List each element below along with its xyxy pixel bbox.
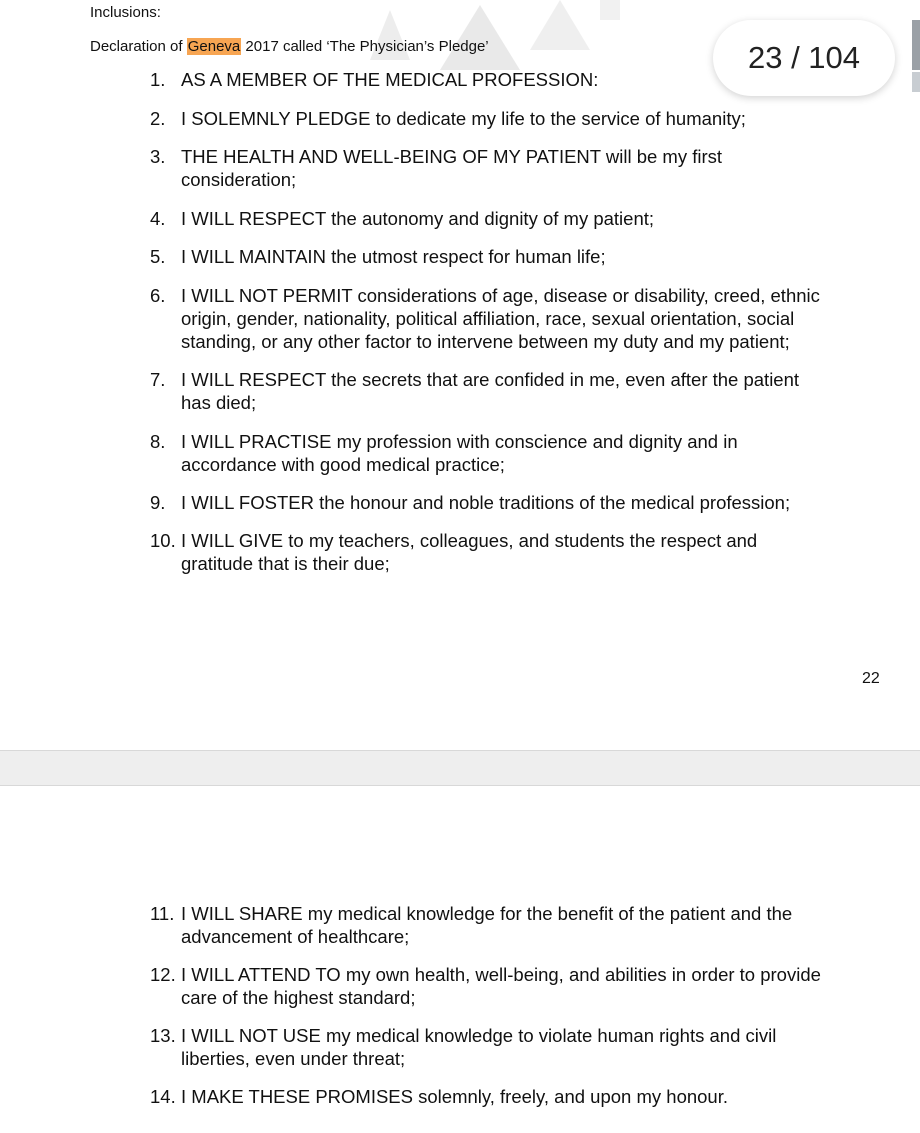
pledge-item-line: I MAKE THESE PROMISES solemnly, freely, and upon my honour.	[181, 1086, 729, 1107]
pledge-item-number: 9.	[150, 492, 166, 513]
pledge-item-line: liberties, even under threat;	[181, 1048, 406, 1069]
pledge-item-line: I WILL SHARE my medical knowledge for the benefit of the patient and the	[181, 903, 793, 924]
pledge-item-text	[181, 245, 881, 268]
pledge-item-line: care of the highest standard;	[181, 987, 416, 1008]
inclusions-heading: Inclusions:	[90, 4, 161, 21]
page-indicator[interactable]: 23 / 104	[713, 20, 895, 96]
pledge-item-text	[181, 107, 881, 130]
pledge-item-number: 14.	[150, 1086, 176, 1107]
pledge-item-line: has died;	[181, 392, 257, 413]
search-highlight: Geneva	[187, 38, 241, 55]
pledge-item-line: I WILL NOT PERMIT considerations of age, disease or disability, creed, ethnic	[181, 285, 820, 306]
pledge-item-number: 12.	[150, 964, 176, 985]
declaration-prefix: Declaration of	[90, 38, 187, 55]
pledge-item-text	[181, 368, 881, 414]
pledge-item-number: 1.	[150, 69, 166, 90]
pledge-item-line: I WILL RESPECT the secrets that are confided in me, even after the patient	[181, 369, 800, 390]
pledge-item-number: 10.	[150, 530, 176, 551]
page-separator	[0, 750, 920, 786]
scroll-indicator-secondary	[912, 72, 920, 92]
declaration-suffix: 2017 called ‘The Physician’s Pledge’	[241, 38, 489, 55]
pledge-item-text	[181, 145, 881, 191]
pledge-item-line: I WILL FOSTER the honour and noble traditions of the medical profession;	[181, 492, 791, 513]
pledge-item-line: THE HEALTH AND WELL-BEING OF MY PATIENT will be my first	[181, 146, 723, 167]
pledge-item-text	[181, 1024, 881, 1070]
pledge-item-line: I WILL NOT USE my medical knowledge to violate human rights and civil	[181, 1025, 777, 1046]
document-page-23	[0, 786, 920, 1133]
pledge-item-text	[181, 963, 881, 1009]
pledge-item-text	[181, 430, 881, 476]
pledge-item-line: consideration;	[181, 169, 297, 190]
pledge-item-number: 3.	[150, 146, 166, 167]
pledge-item-line: I WILL PRACTISE my profession with conscience and dignity and in	[181, 431, 738, 452]
declaration-line	[90, 38, 489, 55]
pledge-item-line: I SOLEMNLY PLEDGE to dedicate my life to the service of humanity;	[181, 108, 746, 129]
pledge-item-text	[181, 491, 881, 514]
pledge-item-line: I WILL GIVE to my teachers, colleagues, and students the respect and	[181, 530, 758, 551]
pledge-item-text	[181, 902, 881, 948]
pledge-item-number: 13.	[150, 1025, 176, 1046]
scroll-indicator[interactable]	[912, 20, 920, 70]
pledge-item-number: 11.	[150, 903, 175, 924]
pledge-item-text	[181, 1085, 881, 1108]
pledge-item-line: I WILL ATTEND TO my own health, well-being, and abilities in order to provide	[181, 964, 821, 985]
pledge-item-line: gratitude that is their due;	[181, 553, 390, 574]
pledge-item-text	[181, 207, 881, 230]
pledge-item-number: 4.	[150, 208, 166, 229]
pledge-item-line: standing, or any other factor to intervene between my duty and my patient;	[181, 331, 790, 352]
pledge-item-number: 2.	[150, 108, 166, 129]
pledge-item-line: I WILL RESPECT the autonomy and dignity of my patient;	[181, 208, 655, 229]
pledge-item-line: origin, gender, nationality, political affiliation, race, sexual orientation, social	[181, 308, 795, 329]
pledge-item-line: accordance with good medical practice;	[181, 454, 505, 475]
pledge-item-line: advancement of healthcare;	[181, 926, 410, 947]
pledge-item-number: 8.	[150, 431, 166, 452]
pledge-item-number: 5.	[150, 246, 166, 267]
pledge-item-number: 7.	[150, 369, 166, 390]
page-number: 22	[862, 670, 880, 687]
pledge-item-line: AS A MEMBER OF THE MEDICAL PROFESSION:	[181, 69, 599, 90]
pledge-item-line: I WILL MAINTAIN the utmost respect for human life;	[181, 246, 606, 267]
pledge-item-text	[181, 529, 881, 575]
pledge-item-text	[181, 284, 881, 353]
pledge-item-number: 6.	[150, 285, 166, 306]
